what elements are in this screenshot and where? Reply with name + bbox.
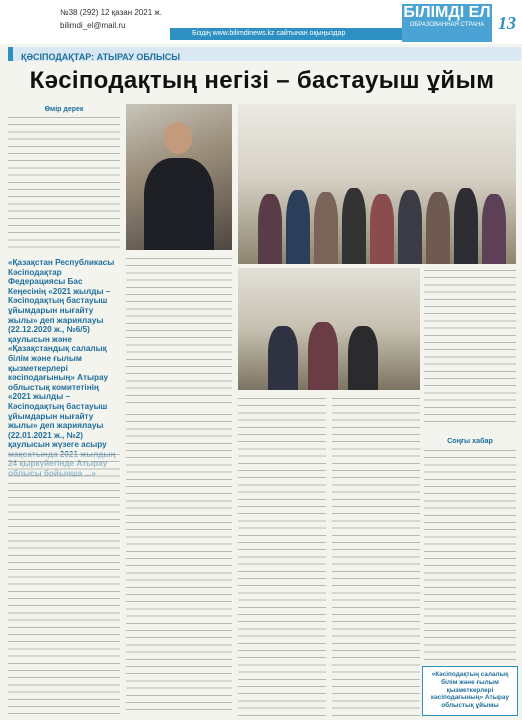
person	[348, 326, 378, 390]
left-column-top	[8, 104, 120, 254]
person	[308, 322, 338, 390]
person	[454, 188, 478, 264]
person	[426, 192, 450, 264]
email-address: bilimdi_el@mail.ru	[60, 21, 126, 30]
person	[258, 194, 282, 264]
column-5-top	[424, 268, 516, 428]
person	[268, 326, 298, 390]
person	[286, 190, 310, 264]
award-photo	[238, 268, 420, 390]
text-block	[126, 256, 232, 406]
page-number: 13	[498, 13, 516, 33]
column-2-bottom	[126, 412, 232, 716]
rubric-label: Өмір дерек	[44, 106, 84, 113]
site-text[interactable]: Біздің www.bilimdinews.kz сайтынан оқыңыздар	[192, 30, 346, 37]
pull-quote: «Қазақстан Республикасы Кәсіподақтар Федерациясы Бас Кеңесінің «2021 жылды – Кәсіподақтың бастауыш ұйымдарын нығайту жылы» деп жариялауы (22.12.2020 ж., №6/5) қаулысын және «Қазақстандық салалық білім және ғылым қызметкерлері кәсіподағының» Атырау облыстық комитетінің «2021 жылды – Кәсіподақтың бастауыш ұйымдарын нығайту жылы» деп жариялауы (22.01.2021 ж., №2) қаулысын жүзеге асыру	[8, 258, 115, 450]
section-bar	[8, 47, 521, 61]
sonhy-heading: Соңғы хабар	[447, 436, 493, 445]
section-title: ҚӘСІПОДАҚТАР: АТЫРАУ ОБЛЫСЫ	[21, 52, 181, 62]
text-block	[8, 115, 120, 251]
text-block	[424, 448, 516, 662]
column-2-top	[126, 256, 232, 406]
column-4	[332, 396, 420, 716]
text-block	[8, 452, 120, 716]
portrait-photo	[126, 104, 232, 250]
left-column-bottom	[8, 452, 120, 716]
person	[398, 190, 422, 264]
issue-number: №38 (292) 12 қазан 2021 ж.	[60, 8, 162, 17]
person	[342, 188, 366, 264]
bottom-box: «Кәсіподақтың салалық білім және ғылым қызметкерлері кәсіподағының» Атырау облыстық ұйымы	[422, 666, 518, 716]
column-3	[238, 396, 326, 716]
text-block	[238, 396, 326, 716]
text-block	[332, 396, 420, 716]
text-block	[126, 412, 232, 716]
text-block	[424, 268, 516, 428]
portrait-body	[144, 158, 214, 250]
person	[314, 192, 338, 264]
logo-title: БІЛІМДІ ЕЛ	[403, 4, 491, 21]
logo-subtitle: ОБРАЗОВАННАЯ СТРАНА	[409, 22, 485, 28]
person	[370, 194, 394, 264]
column-5-bottom	[424, 448, 516, 662]
person	[482, 194, 506, 264]
masthead	[0, 0, 522, 44]
newspaper-logo	[402, 4, 492, 42]
group-photo	[238, 104, 516, 264]
headline: Кәсіподақтың негізі – бастауыш ұйым	[29, 67, 495, 94]
portrait-head	[164, 122, 192, 154]
masthead-meta	[60, 6, 162, 32]
